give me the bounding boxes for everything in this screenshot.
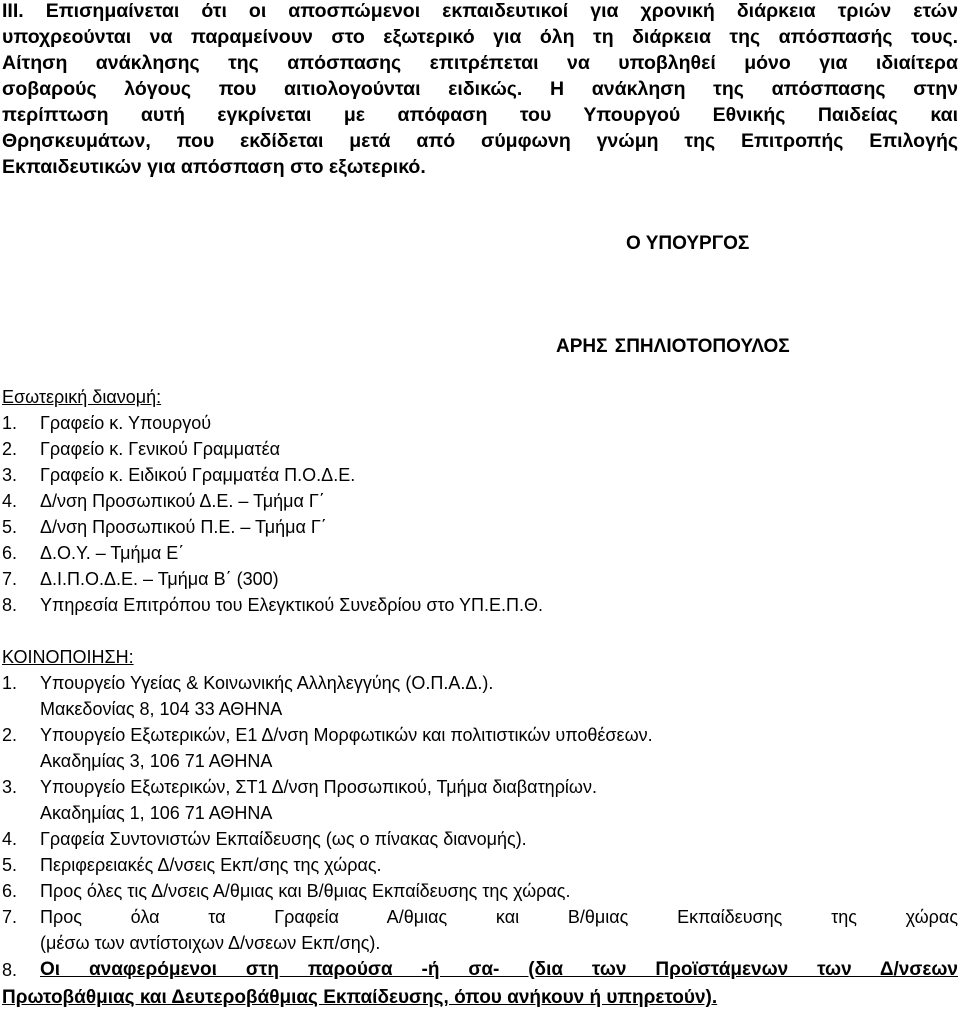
list-item: 7. Δ.Ι.Π.Ο.Δ.Ε. – Τμήμα Β΄ (300) bbox=[2, 569, 279, 589]
list-item: 4. Γραφεία Συντονιστών Εκπαίδευσης (ως ο πίνακας διανομής). bbox=[2, 829, 527, 849]
paragraph-line: σοβαρούς λόγους που αιτιολογούνται ειδικώς. Η ανάκληση της απόσπασης στην bbox=[2, 78, 958, 100]
final-item-line: Πρωτοβάθμιας και Δευτεροβάθμιας Εκπαίδευσης, όπου ανήκουν ή υπηρετούν). bbox=[2, 987, 718, 1008]
paragraph-line: Αίτηση ανάκλησης της απόσπασης επιτρέπεται να υποβληθεί μόνο για ιδιαίτερα bbox=[2, 52, 958, 74]
list-item: 8. Υπηρεσία Επιτρόπου του Ελεγκτικού Συνεδρίου στο ΥΠ.Ε.Π.Θ. bbox=[2, 595, 544, 615]
paragraph-line: υποχρεούνται να παραμείνουν στο εξωτερικό για όλη τη διάρκεια της απόσπασής τους. bbox=[2, 26, 958, 48]
list-item-address: Ακαδημίας 1, 106 71 ΑΘΗΝΑ bbox=[40, 803, 273, 823]
list-item-final-continuation bbox=[2, 984, 958, 1012]
list-item: 1. Υπουργείο Υγείας & Κοινωνικής Αλληλεγγύης (Ο.Π.Α.Δ.). bbox=[2, 673, 494, 693]
internal-distribution-heading: Εσωτερική διανομή: bbox=[2, 387, 162, 407]
list-item: 1. Γραφείο κ. Υπουργού bbox=[2, 413, 212, 433]
list-item: 2. Υπουργείο Εξωτερικών, Ε1 Δ/νση Μορφωτικών και πολιτιστικών υποθέσεων. bbox=[2, 725, 653, 745]
list-item: 5. Δ/νση Προσωπικού Π.Ε. – Τμήμα Γ΄ bbox=[2, 517, 327, 537]
signature-title: Ο ΥΠΟΥΡΓΟΣ bbox=[626, 233, 750, 254]
notification-heading: ΚΟΙΝΟΠΟΙΗΣΗ: bbox=[2, 647, 134, 667]
list-item: 5. Περιφερειακές Δ/νσεις Εκπ/σης της χώρας. bbox=[2, 855, 382, 875]
list-item: 6. Δ.Ο.Υ. – Τμήμα Ε΄ bbox=[2, 543, 185, 563]
list-item: 7. Προς όλα τα Γραφεία Α/θμιας και Β/θμιας Εκπαίδευσης της χώρας bbox=[2, 907, 958, 927]
paragraph-line: Θρησκευμάτων, που εκδίδεται μετά από σύμφωνη γνώμη της Επιτροπής Επιλογής bbox=[2, 130, 958, 152]
list-item: 2. Γραφείο κ. Γενικού Γραμματέα bbox=[2, 439, 281, 459]
paragraph-line: Εκπαιδευτικών για απόσπαση στο εξωτερικό. bbox=[2, 156, 426, 178]
list-item: 3. Γραφείο κ. Ειδικού Γραμματέα Π.Ο.Δ.Ε. bbox=[2, 465, 356, 485]
signature-name: ΑΡΗΣ ΣΠΗΛΙΟΤΟΠΟΥΛΟΣ bbox=[556, 336, 790, 357]
paragraph-line: περίπτωση αυτή εγκρίνεται με απόφαση του Υπουργού Εθνικής Παιδείας και bbox=[2, 104, 958, 126]
paragraph-iii bbox=[2, 0, 958, 180]
list-item-address: Μακεδονίας 8, 104 33 ΑΘΗΝΑ bbox=[40, 699, 283, 719]
list-item-address: Ακαδημίας 3, 106 71 ΑΘΗΝΑ bbox=[40, 751, 273, 771]
paragraph-line: ΙΙΙ. Επισημαίνεται ότι οι αποσπώμενοι εκπαιδευτικοί για χρονική διάρκεια τριών ετών bbox=[2, 0, 958, 22]
list-item-final: 8. Οι αναφερόμενοι στη παρούσα -ή σα- (δια των Προϊστάμενων των Δ/νσεων bbox=[2, 956, 958, 984]
list-item-address: (μέσω των αντίστοιχων Δ/νσεων Εκπ/σης). bbox=[40, 933, 381, 953]
list-item: 6. Προς όλες τις Δ/νσεις Α/θμιας και Β/θμιας Εκπαίδευσης της χώρας. bbox=[2, 881, 571, 901]
final-item-line: Οι αναφερόμενοι στη παρούσα -ή σα- (δια των Προϊστάμενων των Δ/νσεων bbox=[40, 959, 958, 980]
list-item: 3. Υπουργείο Εξωτερικών, ΣΤ1 Δ/νση Προσωπικού, Τμήμα διαβατηρίων. bbox=[2, 777, 597, 797]
list-item: 4. Δ/νση Προσωπικού Δ.Ε. – Τμήμα Γ΄ bbox=[2, 491, 325, 511]
